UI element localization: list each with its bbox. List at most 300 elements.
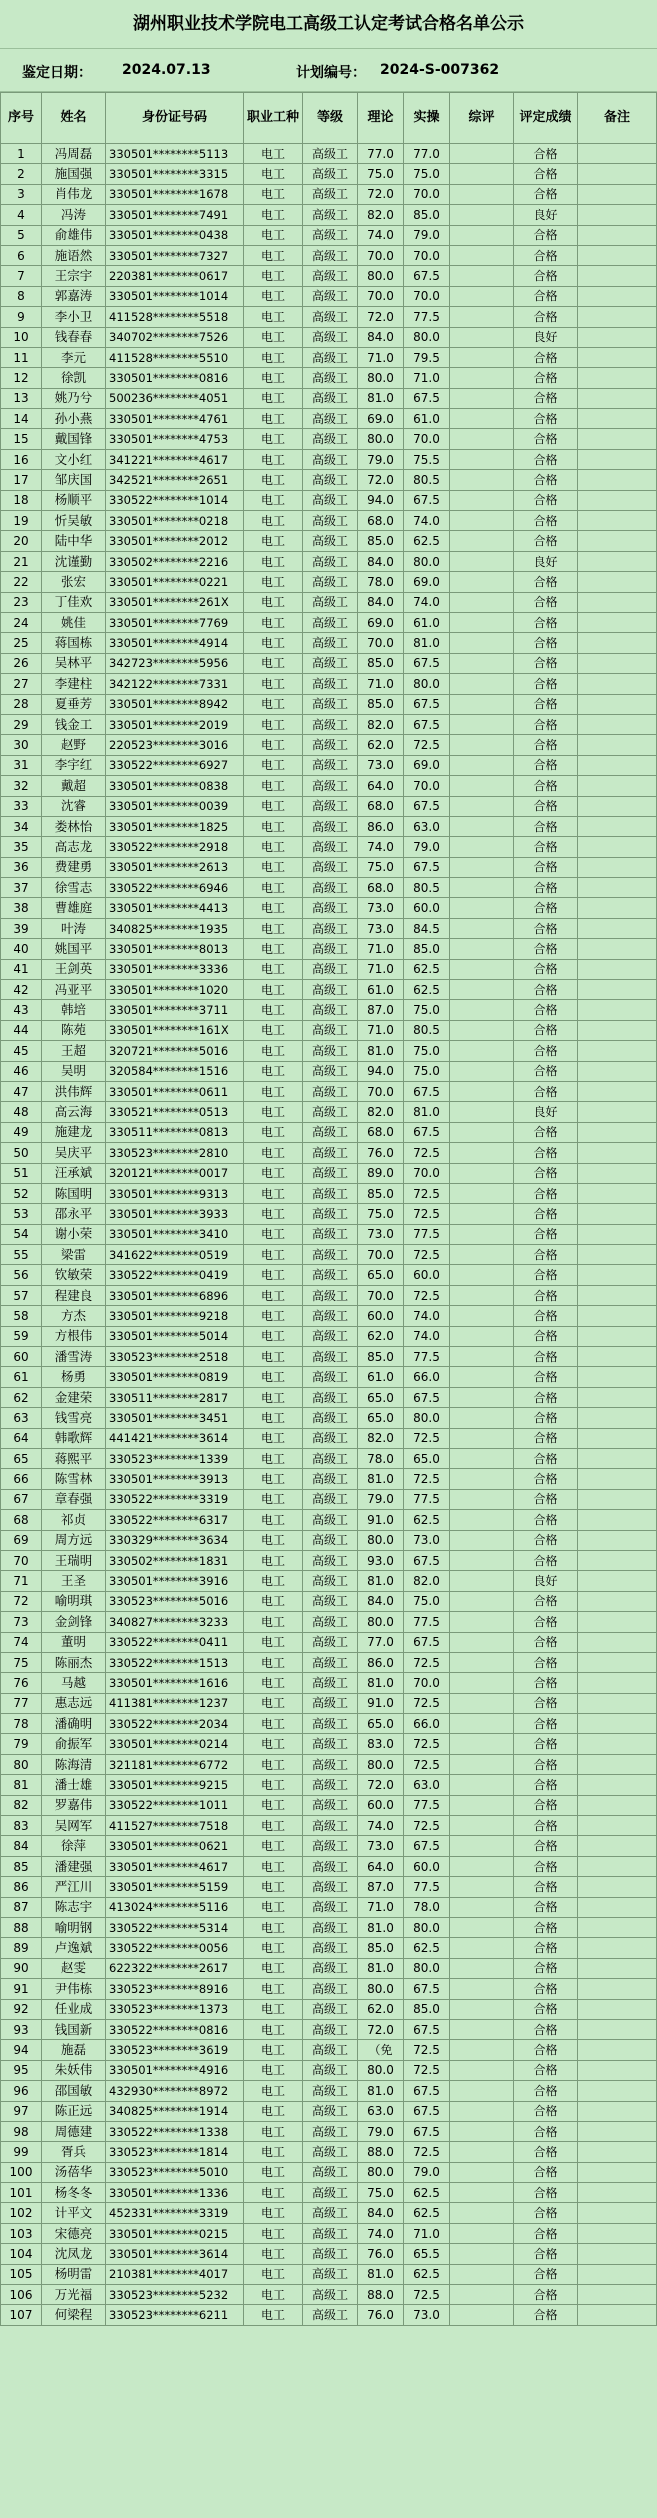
cell-overall[interactable] xyxy=(450,2142,514,2162)
cell-name[interactable]: 方杰 xyxy=(42,1306,106,1326)
cell-theory[interactable]: 64.0 xyxy=(358,1856,404,1876)
cell-level[interactable]: 高级工 xyxy=(303,2203,358,2223)
cell-id[interactable]: 411528********5510 xyxy=(106,347,244,367)
cell-level[interactable]: 高级工 xyxy=(303,1571,358,1591)
cell-trade[interactable]: 电工 xyxy=(244,1449,303,1469)
cell-id[interactable]: 330501********3933 xyxy=(106,1204,244,1224)
cell-index[interactable]: 20 xyxy=(1,531,42,551)
cell-trade[interactable]: 电工 xyxy=(244,735,303,755)
cell-practice[interactable]: 62.5 xyxy=(404,980,450,1000)
cell-index[interactable]: 74 xyxy=(1,1632,42,1652)
cell-overall[interactable] xyxy=(450,1204,514,1224)
cell-theory[interactable]: 62.0 xyxy=(358,1326,404,1346)
cell-level[interactable]: 高级工 xyxy=(303,1469,358,1489)
cell-id[interactable]: 330502********1831 xyxy=(106,1550,244,1570)
cell-index[interactable]: 84 xyxy=(1,1836,42,1856)
cell-practice[interactable]: 80.0 xyxy=(404,327,450,347)
cell-index[interactable]: 21 xyxy=(1,551,42,571)
cell-name[interactable]: 周德建 xyxy=(42,2121,106,2141)
cell-theory[interactable]: 68.0 xyxy=(358,796,404,816)
cell-index[interactable]: 13 xyxy=(1,388,42,408)
cell-trade[interactable]: 电工 xyxy=(244,511,303,531)
cell-name[interactable]: 冯周磊 xyxy=(42,144,106,164)
cell-theory[interactable]: 94.0 xyxy=(358,1061,404,1081)
cell-name[interactable]: 卢逸斌 xyxy=(42,1938,106,1958)
cell-theory[interactable]: 73.0 xyxy=(358,755,404,775)
cell-name[interactable]: 王剑英 xyxy=(42,959,106,979)
cell-trade[interactable]: 电工 xyxy=(244,327,303,347)
cell-practice[interactable]: 77.5 xyxy=(404,1612,450,1632)
cell-remark[interactable] xyxy=(578,1449,657,1469)
cell-grade[interactable]: 合格 xyxy=(514,857,578,877)
cell-theory[interactable]: 81.0 xyxy=(358,1041,404,1061)
cell-grade[interactable]: 良好 xyxy=(514,1571,578,1591)
cell-id[interactable]: 330501********4914 xyxy=(106,633,244,653)
cell-practice[interactable]: 72.5 xyxy=(404,1245,450,1265)
cell-id[interactable]: 411381********1237 xyxy=(106,1693,244,1713)
cell-overall[interactable] xyxy=(450,1449,514,1469)
cell-overall[interactable] xyxy=(450,980,514,1000)
cell-theory[interactable]: 80.0 xyxy=(358,1530,404,1550)
cell-level[interactable]: 高级工 xyxy=(303,2285,358,2305)
cell-theory[interactable]: 89.0 xyxy=(358,1163,404,1183)
cell-level[interactable]: 高级工 xyxy=(303,429,358,449)
cell-index[interactable]: 72 xyxy=(1,1591,42,1611)
cell-remark[interactable] xyxy=(578,429,657,449)
cell-index[interactable]: 61 xyxy=(1,1367,42,1387)
cell-id[interactable]: 330501********0819 xyxy=(106,1367,244,1387)
cell-id[interactable]: 330522********0816 xyxy=(106,2019,244,2039)
cell-name[interactable]: 谢小荣 xyxy=(42,1224,106,1244)
cell-overall[interactable] xyxy=(450,1734,514,1754)
cell-grade[interactable]: 合格 xyxy=(514,1428,578,1448)
cell-grade[interactable]: 合格 xyxy=(514,1285,578,1305)
cell-remark[interactable] xyxy=(578,2305,657,2325)
cell-remark[interactable] xyxy=(578,1102,657,1122)
cell-theory[interactable]: 71.0 xyxy=(358,1020,404,1040)
cell-name[interactable]: 潘建强 xyxy=(42,1856,106,1876)
cell-level[interactable]: 高级工 xyxy=(303,1306,358,1326)
cell-trade[interactable]: 电工 xyxy=(244,1306,303,1326)
cell-grade[interactable]: 合格 xyxy=(514,878,578,898)
cell-trade[interactable]: 电工 xyxy=(244,2121,303,2141)
cell-remark[interactable] xyxy=(578,2223,657,2243)
cell-theory[interactable]: 70.0 xyxy=(358,1245,404,1265)
cell-index[interactable]: 87 xyxy=(1,1897,42,1917)
cell-practice[interactable]: 62.5 xyxy=(404,2183,450,2203)
cell-trade[interactable]: 电工 xyxy=(244,776,303,796)
cell-level[interactable]: 高级工 xyxy=(303,388,358,408)
cell-remark[interactable] xyxy=(578,918,657,938)
cell-level[interactable]: 高级工 xyxy=(303,164,358,184)
cell-id[interactable]: 330522********0419 xyxy=(106,1265,244,1285)
cell-theory[interactable]: 88.0 xyxy=(358,2285,404,2305)
cell-remark[interactable] xyxy=(578,1163,657,1183)
cell-remark[interactable] xyxy=(578,1020,657,1040)
cell-id[interactable]: 330501********9218 xyxy=(106,1306,244,1326)
cell-level[interactable]: 高级工 xyxy=(303,1754,358,1774)
cell-level[interactable]: 高级工 xyxy=(303,1917,358,1937)
cell-id[interactable]: 330501********8942 xyxy=(106,694,244,714)
cell-level[interactable]: 高级工 xyxy=(303,1530,358,1550)
cell-level[interactable]: 高级工 xyxy=(303,1020,358,1040)
cell-index[interactable]: 34 xyxy=(1,816,42,836)
cell-remark[interactable] xyxy=(578,1143,657,1163)
cell-overall[interactable] xyxy=(450,612,514,632)
cell-remark[interactable] xyxy=(578,1326,657,1346)
cell-grade[interactable]: 合格 xyxy=(514,1652,578,1672)
cell-remark[interactable] xyxy=(578,307,657,327)
cell-id[interactable]: 330522********6946 xyxy=(106,878,244,898)
cell-level[interactable]: 高级工 xyxy=(303,2305,358,2325)
cell-index[interactable]: 32 xyxy=(1,776,42,796)
cell-theory[interactable]: 65.0 xyxy=(358,1387,404,1407)
col-header-id[interactable]: 身份证号码 xyxy=(106,93,244,144)
cell-trade[interactable]: 电工 xyxy=(244,837,303,857)
cell-id[interactable]: 622322********2617 xyxy=(106,1958,244,1978)
cell-id[interactable]: 330501********3614 xyxy=(106,2244,244,2264)
cell-remark[interactable] xyxy=(578,245,657,265)
cell-overall[interactable] xyxy=(450,327,514,347)
cell-practice[interactable]: 65.0 xyxy=(404,1449,450,1469)
cell-overall[interactable] xyxy=(450,1428,514,1448)
cell-level[interactable]: 高级工 xyxy=(303,633,358,653)
cell-trade[interactable]: 电工 xyxy=(244,1326,303,1346)
cell-trade[interactable]: 电工 xyxy=(244,1469,303,1489)
cell-remark[interactable] xyxy=(578,2121,657,2141)
cell-practice[interactable]: 85.0 xyxy=(404,205,450,225)
cell-level[interactable]: 高级工 xyxy=(303,327,358,347)
cell-theory[interactable]: 75.0 xyxy=(358,2183,404,2203)
cell-level[interactable]: 高级工 xyxy=(303,857,358,877)
cell-name[interactable]: 王瑞明 xyxy=(42,1550,106,1570)
cell-id[interactable]: 330501********7491 xyxy=(106,205,244,225)
cell-overall[interactable] xyxy=(450,2264,514,2284)
cell-remark[interactable] xyxy=(578,470,657,490)
cell-id[interactable]: 452331********3319 xyxy=(106,2203,244,2223)
cell-name[interactable]: 周方远 xyxy=(42,1530,106,1550)
cell-name[interactable]: 汤蓓华 xyxy=(42,2162,106,2182)
cell-level[interactable]: 高级工 xyxy=(303,878,358,898)
cell-index[interactable]: 37 xyxy=(1,878,42,898)
cell-remark[interactable] xyxy=(578,1856,657,1876)
cell-level[interactable]: 高级工 xyxy=(303,939,358,959)
cell-theory[interactable]: 85.0 xyxy=(358,1347,404,1367)
cell-level[interactable]: 高级工 xyxy=(303,2081,358,2101)
cell-remark[interactable] xyxy=(578,1673,657,1693)
cell-name[interactable]: 沈谨勤 xyxy=(42,551,106,571)
cell-trade[interactable]: 电工 xyxy=(244,1387,303,1407)
cell-practice[interactable]: 67.5 xyxy=(404,1979,450,1999)
cell-remark[interactable] xyxy=(578,837,657,857)
cell-practice[interactable]: 72.5 xyxy=(404,1469,450,1489)
cell-index[interactable]: 52 xyxy=(1,1183,42,1203)
cell-remark[interactable] xyxy=(578,164,657,184)
cell-level[interactable]: 高级工 xyxy=(303,1489,358,1509)
cell-theory[interactable]: 91.0 xyxy=(358,1510,404,1530)
cell-name[interactable]: 王宗宇 xyxy=(42,266,106,286)
cell-remark[interactable] xyxy=(578,2162,657,2182)
cell-remark[interactable] xyxy=(578,1122,657,1142)
cell-theory[interactable]: 80.0 xyxy=(358,429,404,449)
cell-name[interactable]: 孙小燕 xyxy=(42,409,106,429)
cell-theory[interactable]: 65.0 xyxy=(358,1408,404,1428)
cell-practice[interactable]: 77.5 xyxy=(404,1224,450,1244)
cell-level[interactable]: 高级工 xyxy=(303,1714,358,1734)
cell-index[interactable]: 28 xyxy=(1,694,42,714)
cell-theory[interactable]: （免 xyxy=(358,2040,404,2060)
cell-grade[interactable]: 合格 xyxy=(514,674,578,694)
cell-overall[interactable] xyxy=(450,1061,514,1081)
cell-overall[interactable] xyxy=(450,1408,514,1428)
cell-theory[interactable]: 84.0 xyxy=(358,327,404,347)
cell-remark[interactable] xyxy=(578,612,657,632)
cell-theory[interactable]: 84.0 xyxy=(358,551,404,571)
cell-trade[interactable]: 电工 xyxy=(244,1408,303,1428)
cell-overall[interactable] xyxy=(450,1693,514,1713)
cell-practice[interactable]: 85.0 xyxy=(404,1999,450,2019)
cell-grade[interactable]: 合格 xyxy=(514,1265,578,1285)
cell-id[interactable]: 330522********2034 xyxy=(106,1714,244,1734)
cell-overall[interactable] xyxy=(450,1183,514,1203)
cell-practice[interactable]: 72.5 xyxy=(404,1734,450,1754)
cell-remark[interactable] xyxy=(578,1387,657,1407)
cell-remark[interactable] xyxy=(578,1917,657,1937)
cell-name[interactable]: 邵国敏 xyxy=(42,2081,106,2101)
cell-practice[interactable]: 77.5 xyxy=(404,1877,450,1897)
cell-index[interactable]: 3 xyxy=(1,184,42,204)
cell-name[interactable]: 曹雄庭 xyxy=(42,898,106,918)
cell-remark[interactable] xyxy=(578,694,657,714)
cell-id[interactable]: 330501********0218 xyxy=(106,511,244,531)
cell-index[interactable]: 97 xyxy=(1,2101,42,2121)
cell-index[interactable]: 8 xyxy=(1,286,42,306)
cell-trade[interactable]: 电工 xyxy=(244,1550,303,1570)
cell-theory[interactable]: 73.0 xyxy=(358,898,404,918)
cell-level[interactable]: 高级工 xyxy=(303,1285,358,1305)
cell-overall[interactable] xyxy=(450,1958,514,1978)
cell-name[interactable]: 郭嘉涛 xyxy=(42,286,106,306)
cell-trade[interactable]: 电工 xyxy=(244,1897,303,1917)
cell-grade[interactable]: 良好 xyxy=(514,551,578,571)
cell-id[interactable]: 411527********7518 xyxy=(106,1816,244,1836)
cell-theory[interactable]: 70.0 xyxy=(358,1285,404,1305)
cell-name[interactable]: 戴国锋 xyxy=(42,429,106,449)
cell-id[interactable]: 330501********4761 xyxy=(106,409,244,429)
cell-grade[interactable]: 合格 xyxy=(514,1408,578,1428)
cell-id[interactable]: 330502********2216 xyxy=(106,551,244,571)
cell-practice[interactable]: 70.0 xyxy=(404,286,450,306)
cell-name[interactable]: 施语然 xyxy=(42,245,106,265)
cell-index[interactable]: 41 xyxy=(1,959,42,979)
cell-name[interactable]: 潘士雄 xyxy=(42,1775,106,1795)
cell-practice[interactable]: 67.5 xyxy=(404,2019,450,2039)
cell-id[interactable]: 330501********0221 xyxy=(106,572,244,592)
cell-trade[interactable]: 电工 xyxy=(244,1938,303,1958)
cell-id[interactable]: 411528********5518 xyxy=(106,307,244,327)
cell-index[interactable]: 10 xyxy=(1,327,42,347)
cell-theory[interactable]: 69.0 xyxy=(358,409,404,429)
cell-index[interactable]: 40 xyxy=(1,939,42,959)
cell-name[interactable]: 钦敏荣 xyxy=(42,1265,106,1285)
cell-id[interactable]: 330501********4617 xyxy=(106,1856,244,1876)
cell-remark[interactable] xyxy=(578,735,657,755)
cell-theory[interactable]: 62.0 xyxy=(358,1999,404,2019)
cell-trade[interactable]: 电工 xyxy=(244,1041,303,1061)
cell-remark[interactable] xyxy=(578,1347,657,1367)
cell-index[interactable]: 102 xyxy=(1,2203,42,2223)
cell-overall[interactable] xyxy=(450,939,514,959)
cell-name[interactable]: 钱春春 xyxy=(42,327,106,347)
cell-theory[interactable]: 76.0 xyxy=(358,2244,404,2264)
cell-remark[interactable] xyxy=(578,144,657,164)
cell-theory[interactable]: 75.0 xyxy=(358,164,404,184)
cell-name[interactable]: 钱国新 xyxy=(42,2019,106,2039)
cell-name[interactable]: 叶涛 xyxy=(42,918,106,938)
cell-level[interactable]: 高级工 xyxy=(303,1000,358,1020)
cell-name[interactable]: 宋德亮 xyxy=(42,2223,106,2243)
cell-id[interactable]: 330522********1513 xyxy=(106,1652,244,1672)
cell-practice[interactable]: 80.0 xyxy=(404,1958,450,1978)
cell-index[interactable]: 54 xyxy=(1,1224,42,1244)
cell-level[interactable]: 高级工 xyxy=(303,1204,358,1224)
cell-grade[interactable]: 合格 xyxy=(514,1041,578,1061)
cell-id[interactable]: 330523********6211 xyxy=(106,2305,244,2325)
cell-trade[interactable]: 电工 xyxy=(244,878,303,898)
cell-name[interactable]: 李元 xyxy=(42,347,106,367)
cell-level[interactable]: 高级工 xyxy=(303,776,358,796)
cell-level[interactable]: 高级工 xyxy=(303,1591,358,1611)
cell-grade[interactable]: 合格 xyxy=(514,1204,578,1224)
cell-id[interactable]: 330501********4413 xyxy=(106,898,244,918)
cell-theory[interactable]: 71.0 xyxy=(358,347,404,367)
cell-practice[interactable]: 67.5 xyxy=(404,2081,450,2101)
cell-trade[interactable]: 电工 xyxy=(244,1795,303,1815)
cell-overall[interactable] xyxy=(450,1979,514,1999)
cell-index[interactable]: 18 xyxy=(1,490,42,510)
cell-practice[interactable]: 75.0 xyxy=(404,1041,450,1061)
cell-grade[interactable]: 合格 xyxy=(514,714,578,734)
cell-overall[interactable] xyxy=(450,1306,514,1326)
cell-overall[interactable] xyxy=(450,429,514,449)
cell-remark[interactable] xyxy=(578,531,657,551)
col-header-grade[interactable]: 评定成绩 xyxy=(514,93,578,144)
cell-theory[interactable]: 80.0 xyxy=(358,368,404,388)
cell-theory[interactable]: 88.0 xyxy=(358,2142,404,2162)
cell-grade[interactable]: 合格 xyxy=(514,2101,578,2121)
cell-index[interactable]: 25 xyxy=(1,633,42,653)
cell-practice[interactable]: 67.5 xyxy=(404,857,450,877)
cell-grade[interactable]: 合格 xyxy=(514,2203,578,2223)
cell-id[interactable]: 330523********1373 xyxy=(106,1999,244,2019)
cell-grade[interactable]: 合格 xyxy=(514,1367,578,1387)
cell-name[interactable]: 潘雪涛 xyxy=(42,1347,106,1367)
cell-grade[interactable]: 合格 xyxy=(514,2142,578,2162)
cell-practice[interactable]: 67.5 xyxy=(404,1122,450,1142)
cell-level[interactable]: 高级工 xyxy=(303,2101,358,2121)
cell-grade[interactable]: 合格 xyxy=(514,653,578,673)
cell-overall[interactable] xyxy=(450,1143,514,1163)
cell-practice[interactable]: 80.0 xyxy=(404,551,450,571)
cell-remark[interactable] xyxy=(578,1734,657,1754)
cell-id[interactable]: 330522********0056 xyxy=(106,1938,244,1958)
cell-trade[interactable]: 电工 xyxy=(244,1714,303,1734)
cell-remark[interactable] xyxy=(578,1877,657,1897)
cell-grade[interactable]: 合格 xyxy=(514,1693,578,1713)
cell-id[interactable]: 342723********5956 xyxy=(106,653,244,673)
cell-level[interactable]: 高级工 xyxy=(303,1550,358,1570)
cell-level[interactable]: 高级工 xyxy=(303,837,358,857)
cell-trade[interactable]: 电工 xyxy=(244,898,303,918)
cell-overall[interactable] xyxy=(450,225,514,245)
cell-index[interactable]: 66 xyxy=(1,1469,42,1489)
cell-level[interactable]: 高级工 xyxy=(303,2121,358,2141)
cell-level[interactable]: 高级工 xyxy=(303,653,358,673)
cell-trade[interactable]: 电工 xyxy=(244,2019,303,2039)
col-header-theory[interactable]: 理论 xyxy=(358,93,404,144)
cell-overall[interactable] xyxy=(450,2203,514,2223)
cell-overall[interactable] xyxy=(450,1122,514,1142)
cell-index[interactable]: 44 xyxy=(1,1020,42,1040)
cell-level[interactable]: 高级工 xyxy=(303,1877,358,1897)
cell-trade[interactable]: 电工 xyxy=(244,184,303,204)
cell-remark[interactable] xyxy=(578,409,657,429)
cell-trade[interactable]: 电工 xyxy=(244,1000,303,1020)
cell-id[interactable]: 330501********2012 xyxy=(106,531,244,551)
cell-theory[interactable]: 93.0 xyxy=(358,1550,404,1570)
cell-name[interactable]: 吴庆平 xyxy=(42,1143,106,1163)
cell-level[interactable]: 高级工 xyxy=(303,1652,358,1672)
cell-practice[interactable]: 72.5 xyxy=(404,2060,450,2080)
cell-grade[interactable]: 合格 xyxy=(514,1754,578,1774)
cell-overall[interactable] xyxy=(450,572,514,592)
cell-trade[interactable]: 电工 xyxy=(244,1510,303,1530)
cell-practice[interactable]: 82.0 xyxy=(404,1571,450,1591)
cell-id[interactable]: 330501********9313 xyxy=(106,1183,244,1203)
cell-id[interactable]: 330501********1336 xyxy=(106,2183,244,2203)
cell-trade[interactable]: 电工 xyxy=(244,286,303,306)
cell-practice[interactable]: 73.0 xyxy=(404,1530,450,1550)
cell-practice[interactable]: 62.5 xyxy=(404,1938,450,1958)
cell-grade[interactable]: 合格 xyxy=(514,1081,578,1101)
cell-theory[interactable]: 86.0 xyxy=(358,1652,404,1672)
cell-grade[interactable]: 合格 xyxy=(514,1510,578,1530)
cell-grade[interactable]: 合格 xyxy=(514,449,578,469)
cell-id[interactable]: 330523********5010 xyxy=(106,2162,244,2182)
cell-grade[interactable]: 合格 xyxy=(514,245,578,265)
cell-name[interactable]: 俞振军 xyxy=(42,1734,106,1754)
cell-level[interactable]: 高级工 xyxy=(303,490,358,510)
cell-id[interactable]: 330511********2817 xyxy=(106,1387,244,1407)
cell-remark[interactable] xyxy=(578,959,657,979)
cell-id[interactable]: 330501********0816 xyxy=(106,368,244,388)
cell-trade[interactable]: 电工 xyxy=(244,1958,303,1978)
cell-level[interactable]: 高级工 xyxy=(303,470,358,490)
cell-overall[interactable] xyxy=(450,592,514,612)
cell-index[interactable]: 95 xyxy=(1,2060,42,2080)
cell-grade[interactable]: 合格 xyxy=(514,1163,578,1183)
cell-grade[interactable]: 合格 xyxy=(514,1183,578,1203)
cell-remark[interactable] xyxy=(578,1652,657,1672)
cell-theory[interactable]: 73.0 xyxy=(358,918,404,938)
cell-overall[interactable] xyxy=(450,388,514,408)
cell-id[interactable]: 342122********7331 xyxy=(106,674,244,694)
cell-theory[interactable]: 79.0 xyxy=(358,2121,404,2141)
cell-remark[interactable] xyxy=(578,1285,657,1305)
cell-trade[interactable]: 电工 xyxy=(244,2223,303,2243)
cell-name[interactable]: 陈国明 xyxy=(42,1183,106,1203)
cell-index[interactable]: 17 xyxy=(1,470,42,490)
